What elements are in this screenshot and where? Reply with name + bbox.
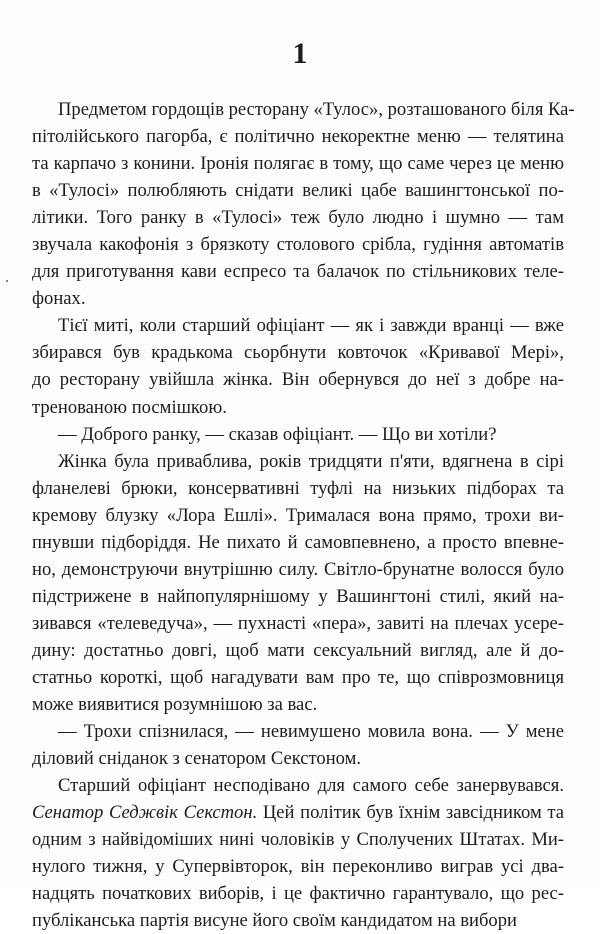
text-line: може виявитися розумнішою за вас. bbox=[32, 694, 318, 716]
text-line: пнувши підборіддя. Не пихато й самовпевнено, а просто впевне- bbox=[32, 531, 564, 553]
text-line: звучала какофонія з брязкоту столового срібла, гудіння автоматів bbox=[32, 234, 564, 256]
text-line: зивався «телеведуча», — пухнасті «пера», завиті на плечах усере- bbox=[32, 612, 564, 634]
paragraph bbox=[32, 448, 564, 718]
text-line: одним з найвідоміших нині чоловіків у Сполучених Штатах. Ми- bbox=[32, 829, 564, 851]
text-line: в «Тулосі» полюбляють снідати великі цабе вашингтонської по- bbox=[32, 180, 564, 202]
text-line: надцять початкових виборів, і це фактично гарантувало, що рес- bbox=[32, 883, 564, 905]
paragraph bbox=[32, 718, 564, 772]
text-line: та карпачо з конини. Іронія полягає в тому, що саме через це меню bbox=[32, 153, 564, 175]
text-line: збирався був крадькома сьорбнути ковточок «Кривавої Мері», bbox=[32, 342, 564, 364]
paragraph bbox=[32, 772, 564, 934]
text-line: нулого тижня, у Супервівторок, він переконливо виграв усі два- bbox=[32, 856, 564, 878]
text-line: підстрижене в найпопулярнішому у Вашингтоні стилі, який на- bbox=[32, 585, 564, 607]
paragraph bbox=[32, 421, 564, 448]
text-line: Жінка була приваблива, років тридцяти п'яти, вдягнена в сірі bbox=[58, 450, 564, 472]
text-line: фонах. bbox=[32, 288, 86, 310]
italic-name: Сенатор Седжвік Секстон. bbox=[32, 802, 258, 824]
text-line: Предметом гордощів ресторану «Тулос», розташованого біля Ка- bbox=[58, 99, 575, 120]
text-line: Старший офіціант несподівано для самого себе занервувався. bbox=[58, 775, 564, 797]
chapter-number: 1 bbox=[292, 37, 308, 70]
text-line: публіканська партія висуне його своїм кандидатом на вибори bbox=[32, 910, 517, 932]
paragraph bbox=[32, 312, 564, 420]
chapter-body bbox=[32, 96, 575, 934]
text-line: — Доброго ранку, — сказав офіціант. — Що ви хотіли? bbox=[58, 423, 497, 445]
text-line: статньо короткі, щоб нагадувати вам про те, що співрозмовниця bbox=[32, 666, 564, 688]
text-line: — Трохи спізнилася, — невимушено мовила вона. — У мене bbox=[58, 721, 564, 743]
text-line: тренованою посмішкою. bbox=[32, 396, 227, 418]
text-line: фланелеві брюки, консервативні туфлі на низьких підборах та bbox=[32, 477, 564, 499]
text-line: Сенатор Седжвік Секстон. Цей політик був їхнім завсідником та bbox=[32, 802, 564, 824]
text-line: пітолійського пагорба, є політично некоректне меню — телятина bbox=[32, 126, 564, 148]
text-line: но, демонструючи внутрішню силу. Світло-брунатне волосся було bbox=[32, 558, 564, 580]
text-line: дину: достатньо довгі, щоб мати сексуальний вигляд, але й до- bbox=[32, 639, 564, 661]
text-line: літики. Того ранку в «Тулосі» теж було людно і шумно — там bbox=[32, 207, 564, 229]
text-line: для приготування кави еспресо та балачок по стільникових теле- bbox=[32, 261, 564, 283]
text-line: кремову блузку «Лора Ешлі». Трималася вона прямо, трохи ви- bbox=[32, 504, 564, 526]
text-line: до ресторану увійшла жінка. Він обернувся до неї з добре на- bbox=[32, 369, 564, 391]
margin-speck bbox=[6, 280, 8, 282]
text-line: Тієї миті, коли старший офіціант — як і завжди вранці — вже bbox=[58, 315, 564, 337]
text-line: діловий сніданок з сенатором Секстоном. bbox=[32, 748, 362, 770]
paragraph bbox=[32, 96, 575, 312]
